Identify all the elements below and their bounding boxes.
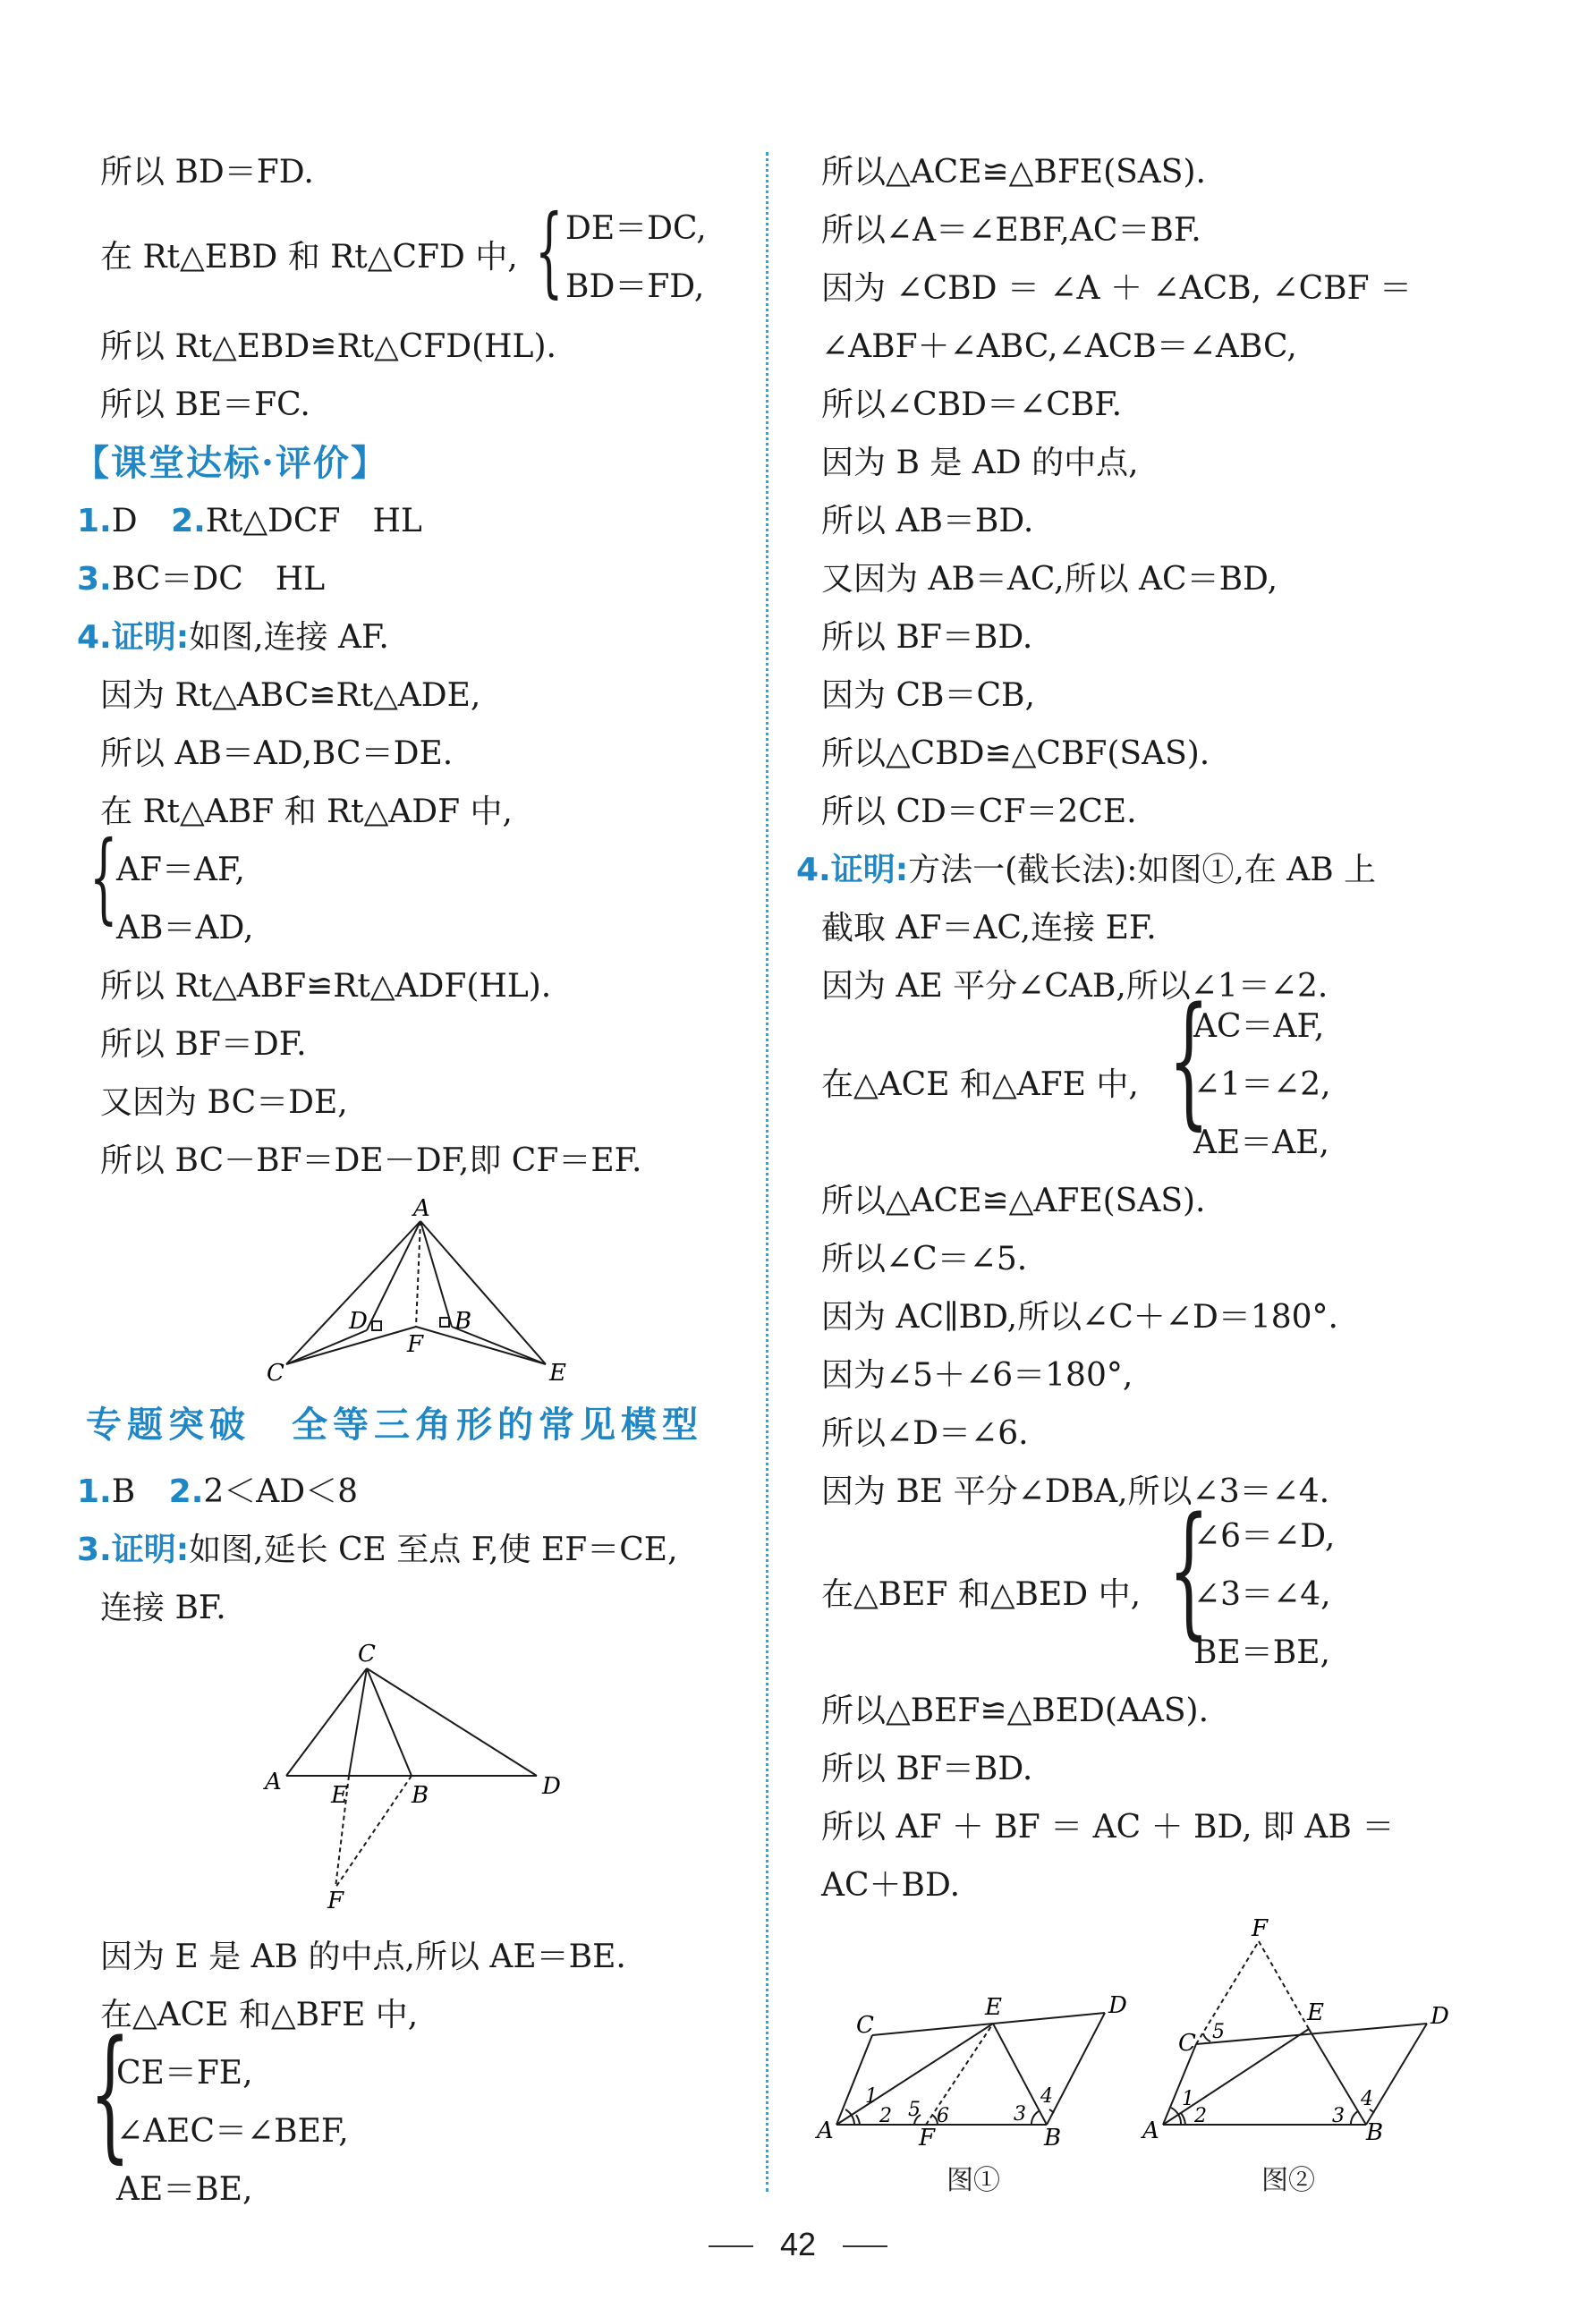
left-line-02-prefix: 在 Rt△EBD 和 Rt△CFD 中, [100,239,518,276]
proof4-line-3: 在 Rt△ABF 和 Rt△ADF 中, [100,794,514,830]
answer-c4-row [796,850,1376,891]
system-eq-1: AC＝AF, [1193,1008,1325,1045]
right-line-19: 因为∠5＋∠6＝180°, [821,1357,1133,1394]
right-line-26: AC＋BD. [821,1867,961,1904]
label-E: E [549,1360,566,1387]
system-eq-2: ∠3＝∠4, [1193,1576,1331,1613]
label-angle-1: 1 [865,2085,878,2108]
proof4-line-2: 所以 AB＝AD,BC＝DE. [100,735,454,772]
label-D: D [1108,1992,1127,2019]
answer-c4-number: 4.证明: [796,852,909,888]
system-eq-2: BD＝FD, [565,268,705,305]
label-B: B [412,1782,429,1809]
right-line-12: 所以 CD＝CF＝2CE. [821,794,1137,830]
right-line-20: 所以∠D＝∠6. [821,1415,1029,1452]
label-B: B [1366,2119,1384,2146]
proof4-line-7: 所以 BC－BF＝DE－DF,即 CF＝EF. [100,1142,642,1179]
right-line-04: ∠ABF＋∠ABC,∠ACB＝∠ABC, [821,328,1297,365]
label-angle-5: 5 [908,2099,921,2121]
system-eq-3: BE＝BE, [1193,1634,1330,1671]
right-line-15-prefix: 在△ACE 和△AFE 中, [821,1066,1139,1103]
label-C: C [358,1642,376,1668]
column-divider [766,152,768,2192]
label-F: F [407,1331,424,1358]
label-angle-3: 3 [1332,2105,1345,2127]
section-heading-special: 专题突破 全等三角形的常见模型 [86,1404,703,1446]
answer-1: D [111,503,138,539]
answer-row-4 [77,617,389,658]
label-angle-4: 4 [1361,2088,1373,2110]
label-angle-5: 5 [1212,2021,1225,2043]
system-eq-3: AE＝BE, [116,2171,253,2208]
footer-dash-left [709,2245,753,2247]
right-line-13: 截取 AF＝AC,连接 EF. [821,910,1157,946]
label-F: F [1252,1915,1269,1942]
label-D: D [1430,2003,1449,2030]
answer-3: BC＝DC HL [111,561,326,598]
answer-row-b3 [77,1530,678,1571]
right-line-03: 因为 ∠CBD ＝ ∠A ＋ ∠ACB, ∠CBF ＝ [821,270,1413,307]
label-angle-1: 1 [1182,2088,1194,2110]
label-D: D [542,1773,561,1800]
label-A: A [265,1769,282,1795]
brace: { [89,819,118,934]
proof4-line-5: 所以 BF＝DF. [100,1026,307,1063]
label-B: B [454,1308,472,1335]
system-eq-1: CE＝FE, [116,2055,253,2092]
answer-b1-number: 1. [77,1473,112,1510]
right-line-05: 所以∠CBD＝∠CBF. [821,386,1123,423]
label-A: A [413,1195,430,1222]
system-eq-1: AF＝AF, [116,852,245,888]
right-line-09: 所以 BF＝BD. [821,619,1033,656]
right-line-14: 因为 AE 平分∠CAB,所以∠1＝∠2. [821,968,1329,1005]
section-heading-classroom: 【课堂达标·评价】 [73,442,388,484]
figure-1-truncate-method [810,1968,1150,2147]
system-eq-2: AB＝AD, [116,910,254,946]
right-line-23: 所以△BEF≌△BED(AAS). [821,1693,1210,1729]
proof-b3-line-3: 在△ACE 和△BFE 中, [100,1997,419,2033]
page-number: 42 [779,2226,817,2262]
right-line-02: 所以∠A＝∠EBF,AC＝BF. [821,212,1201,249]
right-line-17: 所以∠C＝∠5. [821,1241,1028,1277]
label-angle-4: 4 [1040,2085,1053,2108]
system-eq-1: ∠6＝∠D, [1193,1518,1336,1555]
page-number-footer [0,2226,1596,2263]
left-line-04: 所以 BE＝FC. [100,386,310,423]
answer-1-number: 1. [77,503,112,539]
answer-b1: B [111,1473,136,1510]
system-eq-2: ∠1＝∠2, [1193,1066,1331,1103]
right-line-24: 所以 BF＝BD. [821,1751,1033,1787]
answer-2-number: 2. [171,503,206,539]
left-line-01: 所以 BD＝FD. [100,154,314,191]
label-F: F [919,2125,936,2147]
right-line-10: 因为 CB＝CB, [821,677,1035,714]
proof-b3-line-2: 因为 E 是 AB 的中点,所以 AE＝BE. [100,1939,626,1975]
proof4-line-1: 因为 Rt△ABC≌Rt△ADE, [100,677,481,714]
answer-c4: 方法一(截长法):如图①,在 AB 上 [908,852,1377,888]
answer-b3: 如图,延长 CE 至点 F,使 EF＝CE, [189,1532,678,1568]
answer-3-number: 3. [77,561,112,598]
figure-1-caption: 图① [947,2165,1000,2196]
answer-b3-number: 3.证明: [77,1532,190,1568]
right-line-11: 所以△CBD≌△CBF(SAS). [821,735,1210,772]
label-E: E [331,1782,348,1809]
answer-4-number: 4.证明: [77,619,190,656]
answer-4: 如图,连接 AF. [189,619,389,656]
figure-2-extend-method [1132,1914,1472,2147]
answer-row-b1-b2 [77,1472,358,1513]
proof4-line-6: 又因为 BC＝DE, [100,1084,348,1121]
figure-triangle-extend [259,1642,582,1910]
system-eq-3: AE＝AE, [1193,1125,1329,1161]
label-D: D [349,1308,368,1335]
figure-2-caption: 图② [1261,2165,1315,2196]
label-C: C [267,1360,284,1387]
right-line-08: 又因为 AB＝AC,所以 AC＝BD, [821,561,1278,598]
label-C: C [856,2012,874,2039]
label-C: C [1178,2030,1196,2057]
answer-b2: 2＜AD＜8 [203,1473,359,1510]
proof4-line-4: 所以 Rt△ABF≌Rt△ADF(HL). [100,968,552,1005]
right-line-21: 因为 BE 平分∠DBA,所以∠3＝∠4. [821,1473,1330,1510]
right-line-18: 因为 AC∥BD,所以∠C＋∠D＝180°. [821,1299,1338,1336]
label-E: E [1307,1999,1324,2026]
right-line-22-prefix: 在△BEF 和△BED 中, [821,1576,1142,1613]
right-line-07: 所以 AB＝BD. [821,503,1034,539]
answer-row-3 [77,559,325,600]
answer-2: Rt△DCF HL [205,503,422,539]
label-angle-2: 2 [879,2105,892,2127]
proof-b3-line-1: 连接 BF. [100,1590,226,1626]
system-eq-1: DE＝DC, [565,210,707,247]
label-B: B [1044,2125,1062,2147]
label-angle-2: 2 [1194,2105,1207,2127]
answer-b2-number: 2. [168,1473,204,1510]
footer-dash-right [843,2245,887,2247]
label-angle-6: 6 [937,2105,949,2127]
answer-row-1-2 [77,501,422,542]
right-line-16: 所以△ACE≌△AFE(SAS). [821,1183,1206,1219]
brace: { [1168,976,1210,1143]
label-A: A [1142,2118,1159,2144]
label-A: A [817,2118,834,2144]
figure-triangles-ACE [250,1194,590,1391]
left-line-03: 所以 Rt△EBD≌Rt△CFD(HL). [100,328,556,365]
right-line-06: 因为 B 是 AD 的中点, [821,445,1139,481]
right-line-01: 所以△ACE≌△BFE(SAS). [821,154,1206,191]
right-line-25: 所以 AF ＋ BF ＝ AC ＋ BD, 即 AB ＝ [821,1809,1395,1846]
label-E: E [985,1994,1002,2021]
system-eq-2: ∠AEC＝∠BEF, [116,2113,349,2150]
label-angle-3: 3 [1014,2103,1026,2126]
brace: { [89,2009,131,2177]
brace: { [1168,1486,1210,1653]
label-F: F [327,1888,344,1910]
brace: { [535,193,564,308]
